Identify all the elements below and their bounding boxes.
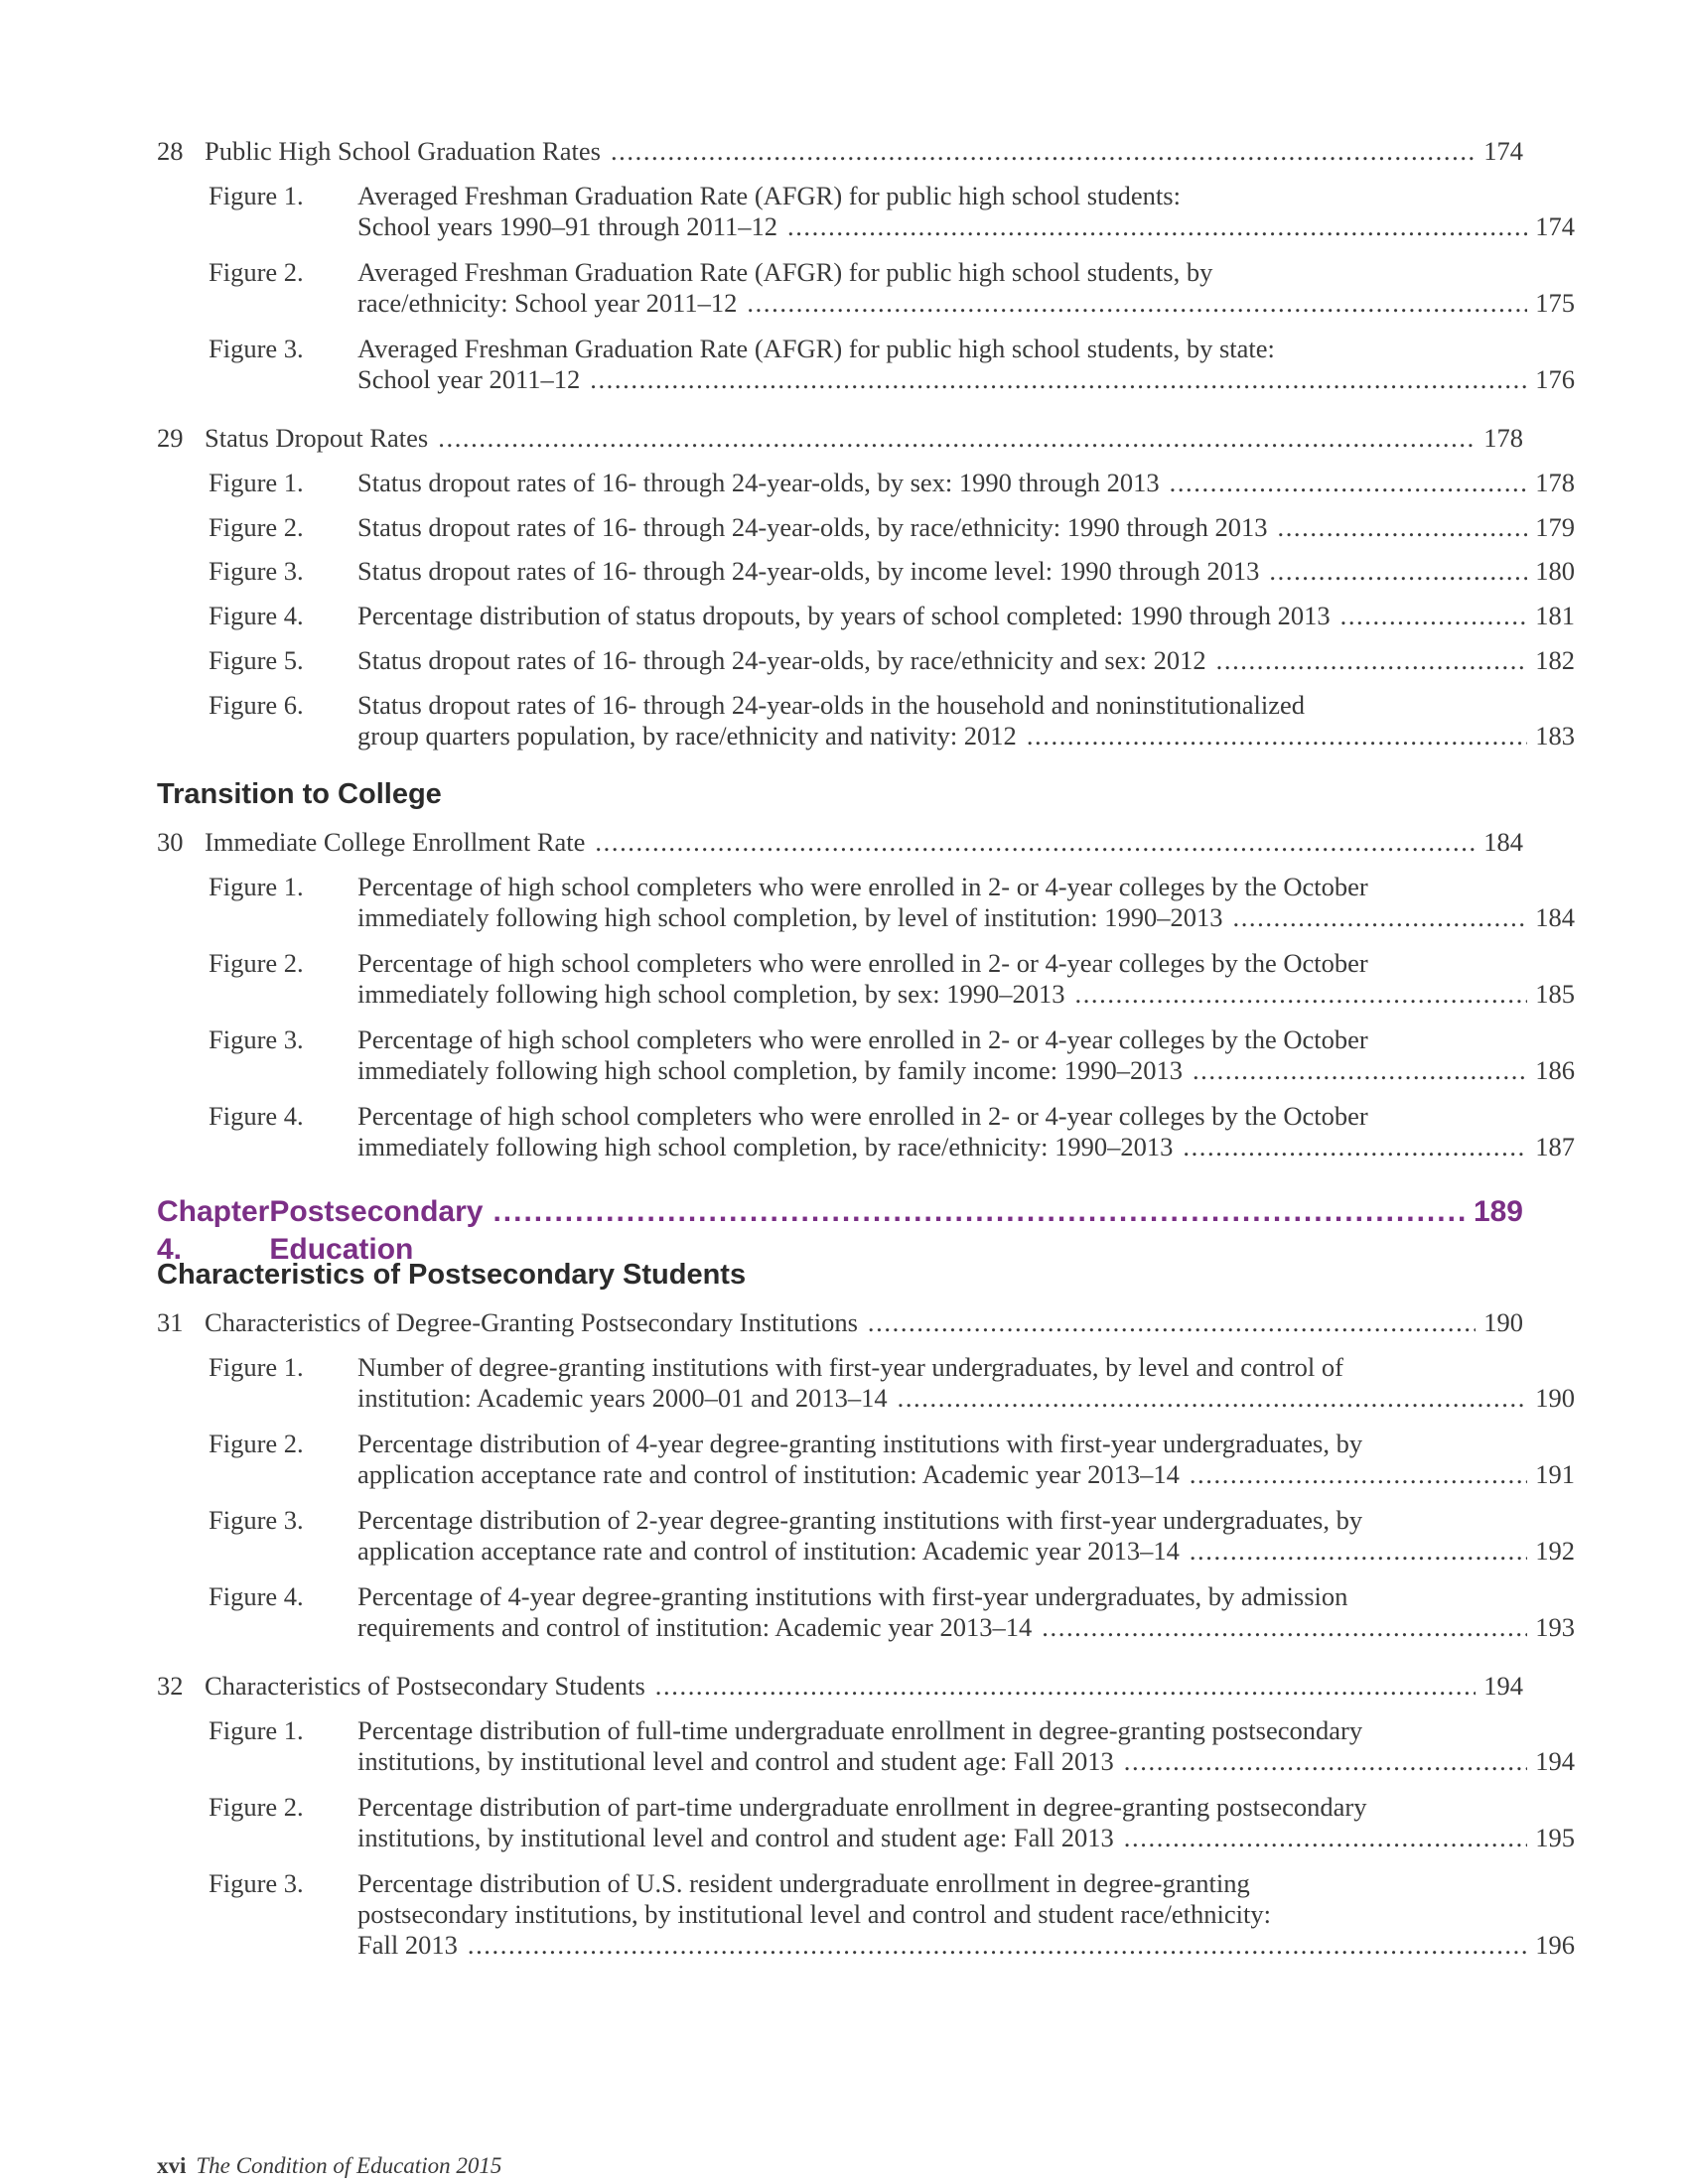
figure-caption-line: race/ethnicity: School year 2011–12 — [357, 288, 738, 318]
toc-figure-entry[interactable] — [157, 1505, 1575, 1567]
page-number: 195 — [1535, 1823, 1575, 1852]
figure-label: Figure 3. — [209, 1505, 304, 1535]
figure-caption-line: Averaged Freshman Graduation Rate (AFGR) for public high school students: — [357, 181, 1181, 210]
figure-caption-line: application acceptance rate and control of institution: Academic year 2013–14 — [357, 1536, 1180, 1566]
page-number: 180 — [1535, 556, 1575, 586]
figure-caption-line: Status dropout rates of 16- through 24-year-olds, by race/ethnicity: 1990 through 2013 — [357, 512, 1268, 542]
figure-label: Figure 3. — [209, 556, 304, 586]
figure-caption-line: Percentage of high school completers who were enrolled in 2- or 4-year colleges by the October — [357, 1024, 1368, 1054]
figure-caption-line: Percentage of high school completers who were enrolled in 2- or 4-year colleges by the October — [357, 872, 1368, 901]
page-number: 189 — [1473, 1195, 1523, 1228]
dot-leader — [1170, 468, 1528, 498]
figure-label: Figure 2. — [209, 948, 304, 978]
figure-label: Figure 4. — [209, 601, 304, 630]
indicator-number: 30 — [157, 827, 184, 857]
figure-caption-line: School year 2011–12 — [357, 364, 581, 394]
page-number: 174 — [1535, 211, 1575, 241]
figure-caption-line: Number of degree-granting institutions with first-year undergraduates, by level and control of — [357, 1352, 1343, 1382]
page-number: 192 — [1535, 1536, 1575, 1566]
toc-figure-entry[interactable] — [157, 1792, 1575, 1853]
figure-label: Figure 1. — [209, 1715, 304, 1745]
dot-leader — [1042, 1612, 1527, 1643]
figure-label: Figure 3. — [209, 1024, 304, 1054]
indicator-number: 28 — [157, 136, 184, 166]
toc-figure-entry[interactable] — [157, 872, 1575, 933]
toc-figure-entry[interactable] — [157, 690, 1575, 751]
dot-leader — [468, 1930, 1527, 1961]
page-number: 181 — [1535, 601, 1575, 630]
figure-label: Figure 2. — [209, 1429, 304, 1458]
figure-label: Figure 4. — [209, 1101, 304, 1131]
figure-caption-line: Percentage distribution of 2-year degree-granting institutions with first-year undergraduates, by — [357, 1505, 1363, 1535]
page-footer — [157, 2151, 501, 2181]
figure-caption-line: School years 1990–91 through 2011–12 — [357, 211, 777, 241]
dot-leader — [747, 288, 1527, 319]
page-number: 194 — [1535, 1746, 1575, 1776]
figure-caption-line: immediately following high school completion, by level of institution: 1990–2013 — [357, 902, 1223, 932]
chapter-title: Postsecondary Education — [269, 1195, 484, 1266]
page-number: 187 — [1535, 1132, 1575, 1161]
dot-leader — [787, 211, 1527, 242]
toc-figure-entry[interactable] — [157, 334, 1575, 395]
footer-page-number: xvi — [157, 2153, 187, 2178]
dot-leader — [655, 1671, 1476, 1702]
toc-figure-entry[interactable] — [157, 1715, 1575, 1777]
figure-caption-line: Fall 2013 — [357, 1930, 458, 1960]
dot-leader — [1183, 1132, 1527, 1162]
toc-indicator-31[interactable] — [157, 1307, 1523, 1338]
figure-label: Figure 3. — [209, 334, 304, 363]
indicator-title: Characteristics of Postsecondary Students — [205, 1671, 645, 1701]
page-number: 194 — [1483, 1671, 1523, 1701]
figure-caption-line: Status dropout rates of 16- through 24-year-olds, by sex: 1990 through 2013 — [357, 468, 1160, 497]
dot-leader — [611, 136, 1476, 167]
page-number: 179 — [1535, 512, 1575, 542]
toc-page — [157, 0, 1575, 2184]
page-number: 175 — [1535, 288, 1575, 318]
dot-leader — [595, 827, 1476, 858]
dot-leader — [898, 1383, 1528, 1414]
figure-caption-line: institutions, by institutional level and control and student age: Fall 2013 — [357, 1823, 1114, 1852]
figure-label: Figure 2. — [209, 257, 304, 287]
page-number: 178 — [1535, 468, 1575, 497]
page-number: 183 — [1535, 721, 1575, 751]
figure-caption-line: Status dropout rates of 16- through 24-year-olds, by income level: 1990 through 2013 — [357, 556, 1260, 586]
toc-figure-entry[interactable] — [157, 181, 1575, 242]
section-heading: Transition to College — [157, 778, 442, 810]
dot-leader — [1074, 979, 1527, 1010]
page-number: 176 — [1535, 364, 1575, 394]
indicator-title: Characteristics of Degree-Granting Postsecondary Institutions — [205, 1307, 858, 1337]
page-number: 184 — [1535, 902, 1575, 932]
page-number: 190 — [1483, 1307, 1523, 1337]
dot-leader — [1277, 512, 1527, 543]
figure-caption-line: Percentage of high school completers who were enrolled in 2- or 4-year colleges by the October — [357, 948, 1368, 978]
dot-leader — [868, 1307, 1476, 1338]
page-number: 185 — [1535, 979, 1575, 1009]
figure-caption-line: Percentage distribution of 4-year degree-granting institutions with first-year undergraduates, by — [357, 1429, 1363, 1458]
toc-figure-entry[interactable] — [157, 512, 1575, 543]
figure-caption-line: immediately following high school completion, by family income: 1990–2013 — [357, 1055, 1183, 1085]
toc-figure-entry[interactable] — [157, 257, 1575, 319]
toc-chapter-4[interactable] — [157, 1193, 1523, 1266]
figure-caption-line: Percentage distribution of U.S. resident undergraduate enrollment in degree-granting — [357, 1868, 1250, 1898]
figure-caption-line: requirements and control of institution: Academic year 2013–14 — [357, 1612, 1033, 1642]
toc-figure-entry[interactable] — [157, 1581, 1575, 1643]
figure-caption-line: Percentage of high school completers who were enrolled in 2- or 4-year colleges by the October — [357, 1101, 1368, 1131]
dot-leader — [438, 423, 1476, 454]
indicator-number: 29 — [157, 423, 184, 453]
figure-label: Figure 1. — [209, 181, 304, 210]
figure-caption-line: Status dropout rates of 16- through 24-year-olds, by race/ethnicity and sex: 2012 — [357, 645, 1206, 675]
indicator-title: Immediate College Enrollment Rate — [205, 827, 586, 857]
dot-leader — [590, 364, 1527, 395]
footer-publication-title: The Condition of Education 2015 — [196, 2153, 502, 2178]
toc-figure-entry[interactable] — [157, 1101, 1575, 1162]
figure-caption-line: application acceptance rate and control of institution: Academic year 2013–14 — [357, 1459, 1180, 1489]
figure-caption-line: institution: Academic years 2000–01 and 2013–14 — [357, 1383, 888, 1413]
toc-figure-entry[interactable] — [157, 1024, 1575, 1086]
toc-figure-entry[interactable] — [157, 1868, 1575, 1961]
page-number: 190 — [1535, 1383, 1575, 1413]
dot-leader — [492, 1193, 1465, 1231]
figure-label: Figure 1. — [209, 468, 304, 497]
figure-caption-line: Percentage distribution of status dropouts, by years of school completed: 1990 through 2013 — [357, 601, 1331, 630]
toc-indicator-28[interactable] — [157, 136, 1523, 167]
figure-caption-line: institutions, by institutional level and control and student age: Fall 2013 — [357, 1746, 1114, 1776]
figure-caption-line: Status dropout rates of 16- through 24-year-olds in the household and noninstitutionalized — [357, 690, 1306, 720]
figure-label: Figure 3. — [209, 1868, 304, 1898]
figure-label: Figure 6. — [209, 690, 304, 720]
page-number: 182 — [1535, 645, 1575, 675]
dot-leader — [1027, 721, 1527, 751]
indicator-number: 31 — [157, 1307, 184, 1337]
figure-caption-line: postsecondary institutions, by institutional level and control and student race/ethnicity: — [357, 1899, 1271, 1929]
figure-label: Figure 5. — [209, 645, 304, 675]
page-number: 193 — [1535, 1612, 1575, 1642]
page-number: 196 — [1535, 1930, 1575, 1960]
dot-leader — [1232, 902, 1527, 933]
chapter-label: Chapter 4. — [157, 1195, 270, 1266]
dot-leader — [1269, 556, 1527, 587]
toc-figure-entry[interactable] — [157, 468, 1575, 498]
page-number: 184 — [1483, 827, 1523, 857]
page-number: 174 — [1483, 136, 1523, 166]
indicator-title: Public High School Graduation Rates — [205, 136, 601, 166]
figure-caption-line: Percentage distribution of part-time undergraduate enrollment in degree-granting postsecondary — [357, 1792, 1367, 1822]
dot-leader — [1124, 1746, 1527, 1777]
figure-caption-line: Averaged Freshman Graduation Rate (AFGR) for public high school students, by — [357, 257, 1213, 287]
figure-label: Figure 1. — [209, 1352, 304, 1382]
figure-caption-line: Averaged Freshman Graduation Rate (AFGR) for public high school students, by state: — [357, 334, 1275, 363]
figure-label: Figure 1. — [209, 872, 304, 901]
figure-label: Figure 2. — [209, 1792, 304, 1822]
section-heading: Characteristics of Postsecondary Students — [157, 1259, 747, 1291]
figure-caption-line: group quarters population, by race/ethnicity and nativity: 2012 — [357, 721, 1017, 751]
page-number: 178 — [1483, 423, 1523, 453]
toc-figure-entry[interactable] — [157, 645, 1575, 676]
dot-leader — [1124, 1823, 1527, 1853]
figure-caption-line: Percentage distribution of full-time undergraduate enrollment in degree-granting postsecondary — [357, 1715, 1363, 1745]
dot-leader — [1340, 601, 1528, 631]
figure-label: Figure 2. — [209, 512, 304, 542]
toc-figure-entry[interactable] — [157, 1429, 1575, 1490]
toc-indicator-32[interactable] — [157, 1671, 1523, 1702]
toc-figure-entry[interactable] — [157, 556, 1575, 587]
toc-figure-entry[interactable] — [157, 1352, 1575, 1414]
figure-label: Figure 4. — [209, 1581, 304, 1611]
dot-leader — [1190, 1536, 1527, 1567]
toc-indicator-29[interactable] — [157, 423, 1523, 454]
indicator-number: 32 — [157, 1671, 184, 1701]
toc-indicator-30[interactable] — [157, 827, 1523, 858]
dot-leader — [1190, 1459, 1527, 1490]
indicator-title: Status Dropout Rates — [205, 423, 429, 453]
dot-leader — [1216, 645, 1528, 676]
page-number: 186 — [1535, 1055, 1575, 1085]
toc-figure-entry[interactable] — [157, 948, 1575, 1010]
toc-figure-entry[interactable] — [157, 601, 1575, 631]
figure-caption-line: Percentage of 4-year degree-granting institutions with first-year undergraduates, by admission — [357, 1581, 1348, 1611]
figure-caption-line: immediately following high school completion, by sex: 1990–2013 — [357, 979, 1065, 1009]
figure-caption-line: immediately following high school completion, by race/ethnicity: 1990–2013 — [357, 1132, 1174, 1161]
dot-leader — [1193, 1055, 1527, 1086]
page-number: 191 — [1535, 1459, 1575, 1489]
